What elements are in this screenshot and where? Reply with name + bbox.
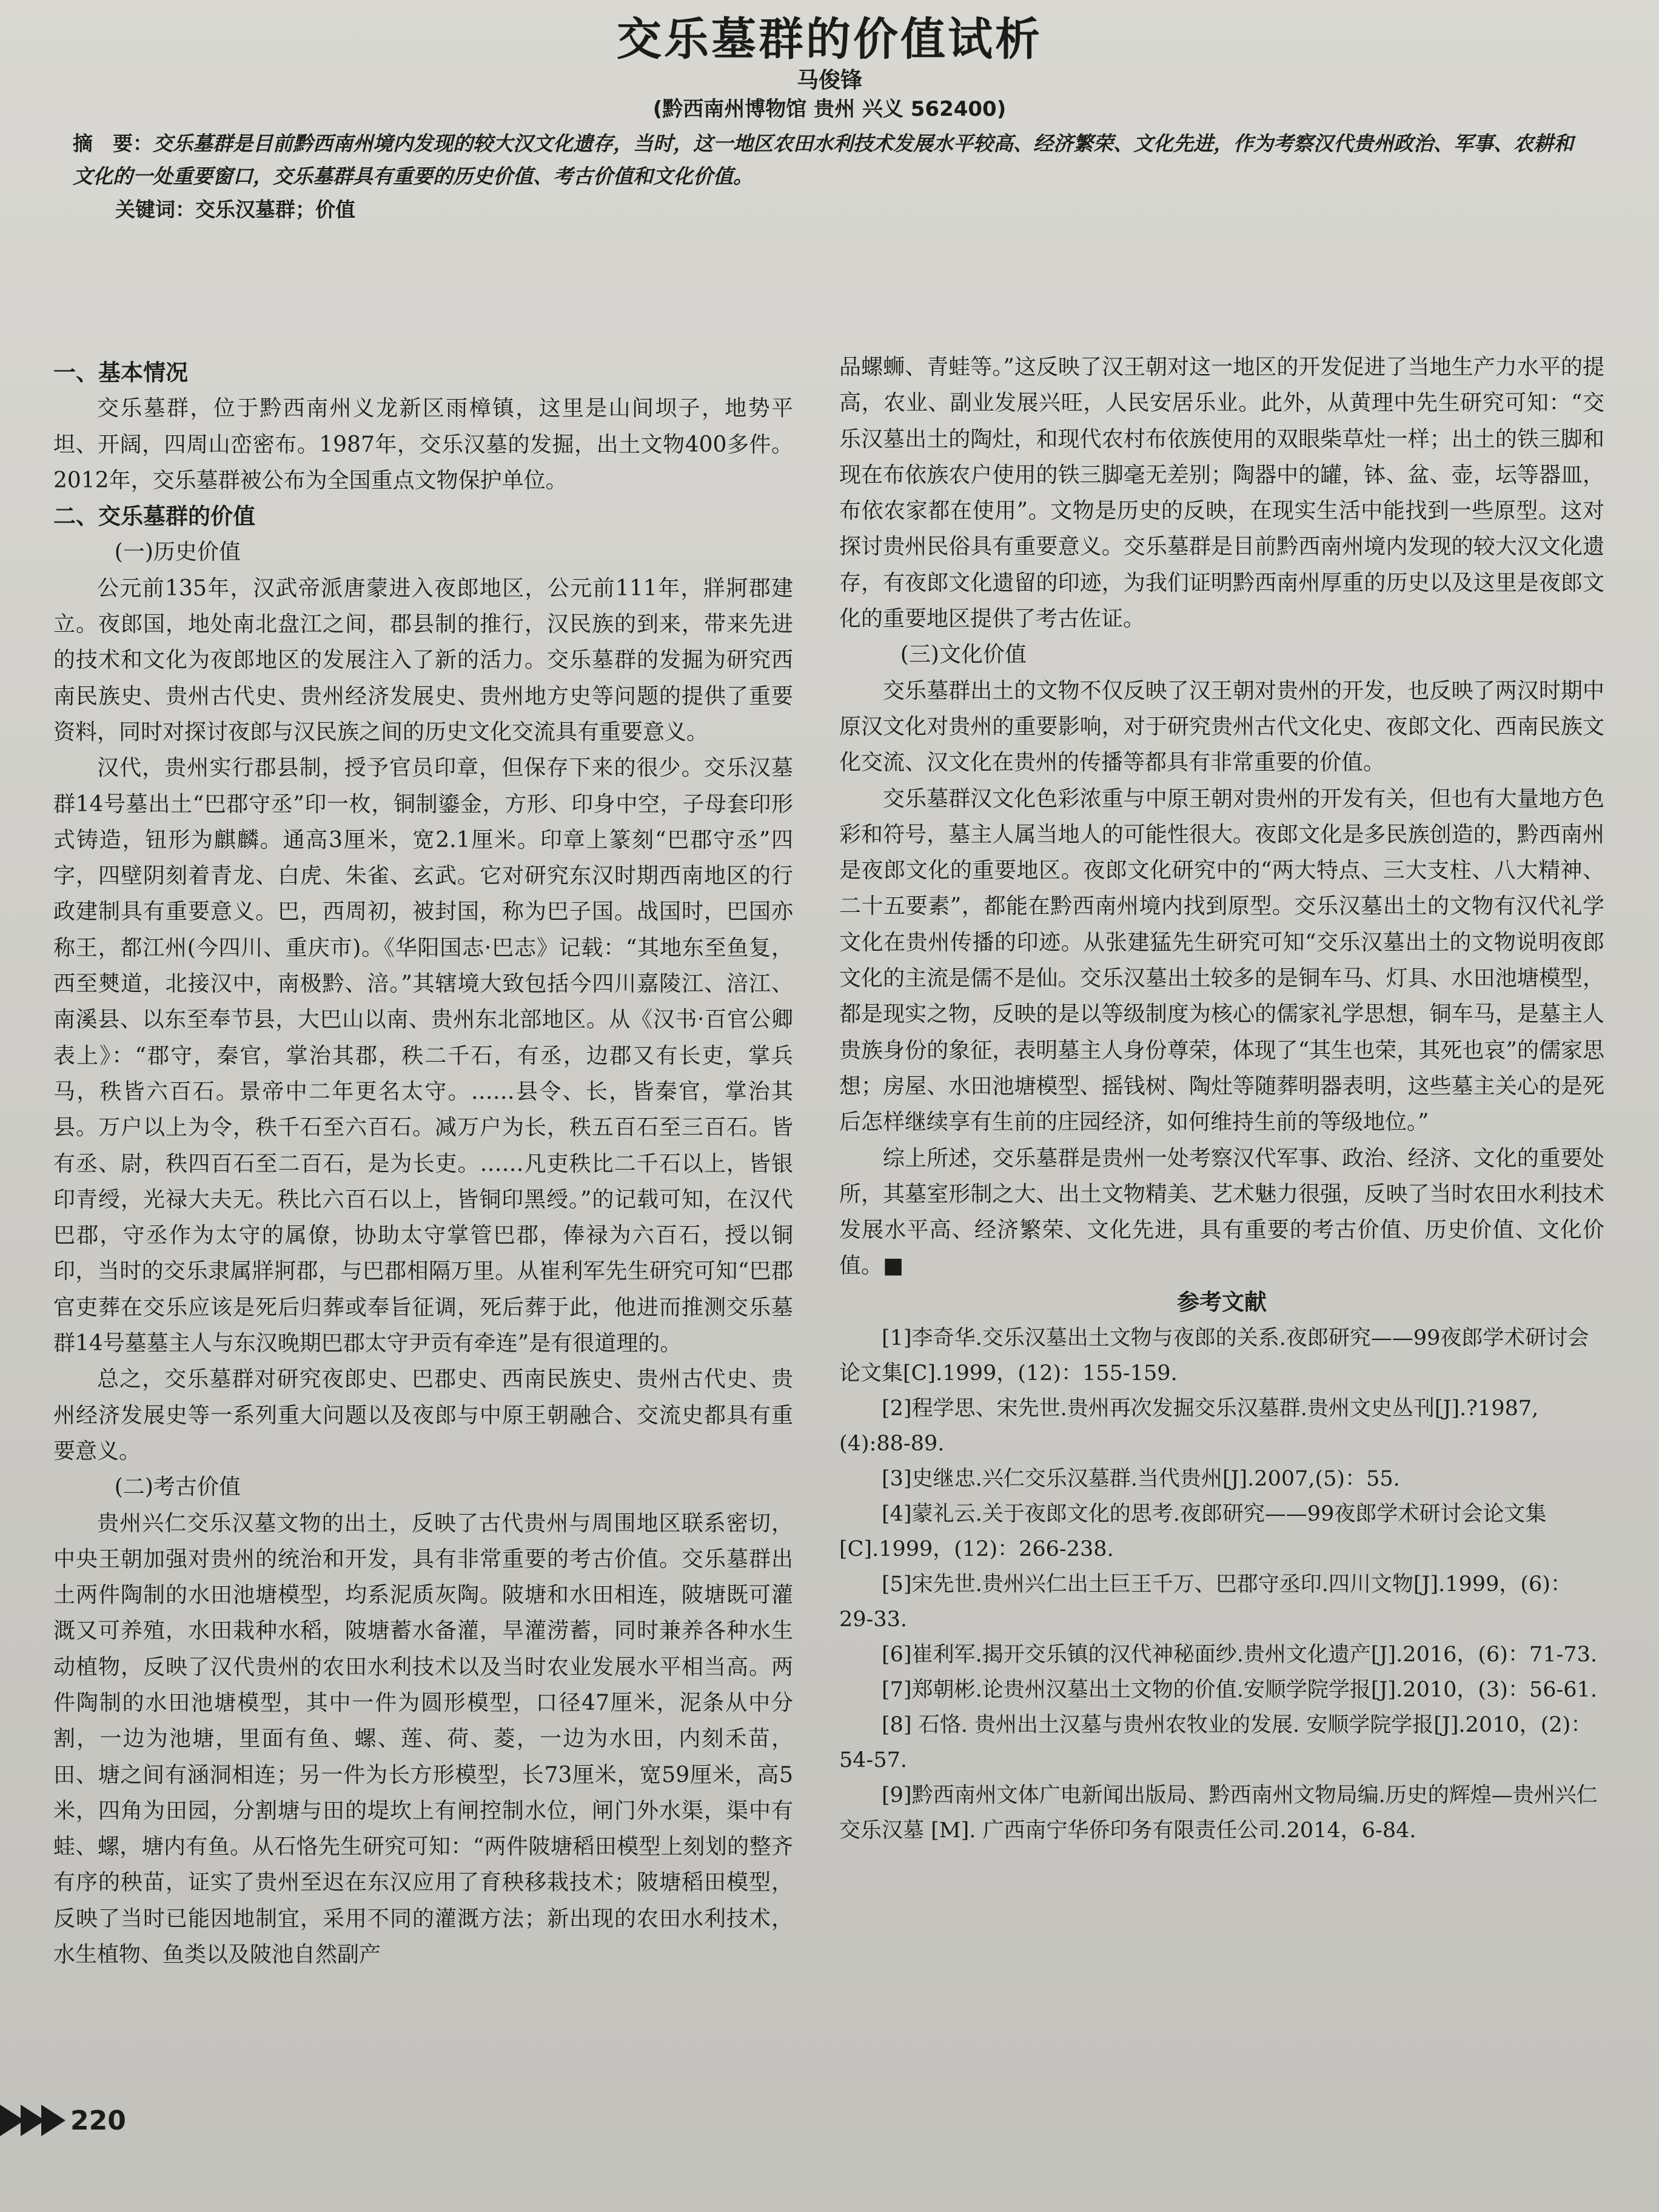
reference-item: [9]黔西南州文体广电新闻出版局、黔西南州文物局编.历史的辉煌—贵州兴仁交乐汉墓 [M]. 广西南宁华侨印务有限责任公司.2014，6-84. bbox=[839, 1783, 1598, 1843]
keywords bbox=[115, 194, 355, 223]
author-affiliation: (黔西南州博物馆 贵州 兴义 562400) bbox=[652, 97, 1007, 121]
author-name: 马俊锋 bbox=[796, 68, 862, 93]
paragraph: 交乐墓群汉文化色彩浓重与中原王朝对贵州的开发有关，但也有大量地方色彩和符号，墓主人属当地人的可能性很大。夜郎文化是多民族创造的，黔西南州是夜郎文化的重要地区。夜郎文化研究中的“两大特点、三大支柱、八大精神、二十五要素”，都能在黔西南州境内找到原型。交乐汉墓出土的文物有汉代礼学文化在贵州传播的印迹。从张建猛先生研究可知“交乐汉墓出土的文物说明夜郎文化的主流是儒不是仙。交乐汉墓出土较多的是铜车马、灯具、水田池塘模型，都是现实之物，反映的是以等级制度为核心的儒家礼学思想，铜车马，是墓主人贵族身份的象征，表明墓主人身份尊荣，体现了“其生也荣，其死也哀”的儒家思想；房屋、水田池塘模型、摇钱树、陶灶等随葬明器表明，这些墓主关心的是死后怎样继续享有生前的庄园经济，如何维持生前的等级地位。” bbox=[839, 786, 1604, 1135]
paragraph: 交乐墓群，位于黔西南州义龙新区雨樟镇，这里是山间坝子，地势平坦、开阔，四周山峦密布。1987年，交乐汉墓的发掘，出土文物400多件。2012年，交乐墓群被公布为全国重点文物保护单位。 bbox=[53, 396, 793, 493]
abstract-label: 摘 要： bbox=[73, 132, 153, 155]
reference-item: [1]李奇华.交乐汉墓出土文物与夜郎的关系.夜郎研究——99夜郎学术研讨会论文集[C].1999，(12)：155-159. bbox=[839, 1326, 1589, 1386]
paragraph: 汉代，贵州实行郡县制，授予官员印章，但保存下来的很少。交乐汉墓群14号墓出土“巴郡守丞”印一枚，铜制鎏金，方形、印身中空，子母套印形式铸造，钮形为麒麟。通高3厘米，宽2.1厘米。印章上篆刻“巴郡守丞”四字，四壁阴刻着青龙、白虎、朱雀、玄武。它对研究东汉时期西南地区的行政建制具有重要意义。巴，西周初，被封国，称为巴子国。战国时，巴国亦称王，都江州(今四川、重庆市)。《华阳国志·巴志》记载：“其地东至鱼复，西至僰道，北接汉中，南极黔、涪。”其辖境大致包括今四川嘉陵江、涪江、南溪县、以东至奉节县，大巴山以南、贵州东北部地区。从《汉书·百官公卿表上》：“郡守，秦官，掌治其郡，秩二千石，有丞，边郡又有长吏，掌兵马，秩皆六百石。景帝中二年更名太守。……县令、长，皆秦官，掌治其县。万户以上为令，秩千石至六百石。减万户为长，秩五百石至三百石。皆有丞、尉，秩四百石至二百石，是为长吏。……凡吏秩比二千石以上，皆银印青绶，光禄大夫无。秩比六百石以上，皆铜印黑绶。”的记载可知，在汉代巴郡，守丞作为太守的属僚，协助太守掌管巴郡，俸禄为六百石，授以铜印，当时的交乐隶属牂牁郡，与巴郡相隔万里。从崔利军先生研究可知“巴郡官吏葬在交乐应该是死后归葬或奉旨征调，死后葬于此，他进而推测交乐墓群14号墓墓主人与东汉晚期巴郡太守尹贡有牵连”是有很道理的。 bbox=[53, 756, 793, 1356]
paragraph: 交乐墓群出土的文物不仅反映了汉王朝对贵州的开发，也反映了两汉时期中原汉文化对贵州的重要影响，对于研究贵州古代文化史、夜郎文化、西南民族文化交流、汉文化在贵州的传播等都具有非常重要的价值。 bbox=[839, 678, 1604, 776]
abstract bbox=[73, 127, 1589, 193]
reference-item: [3]史继忠.兴仁交乐汉墓群.当代贵州[J].2007,(5)：55. bbox=[882, 1466, 1400, 1491]
keywords-text: 交乐汉墓群；价值 bbox=[195, 198, 355, 221]
abstract-text: 交乐墓群是目前黔西南州境内发现的较大汉文化遗存，当时，这一地区农田水利技术发展水平较高、经济繁荣、文化先进，作为考察汉代贵州政治、军事、农耕和文化的一处重要窗口，交乐墓群具有重要的历史价值、考古价值和文化价值。 bbox=[73, 132, 1574, 188]
paragraph-continued: 品螺蛳、青蛙等。”这反映了汉王朝对这一地区的开发促进了当地生产力水平的提高，农业、副业发展兴旺，人民安居乐业。此外，从黄理中先生研究可知：“交乐汉墓出土的陶灶，和现代农村布依族使用的双眼柴草灶一样；出土的铁三脚和现在布依族农户使用的铁三脚毫无差别；陶器中的罐，钵、盆、壶，坛等器皿，布依农家都在使用”。文物是历史的反映，在现实生活中能找到一些原型。这对探讨贵州民俗具有重要意义。交乐墓群是目前黔西南州境内发现的较大汉文化遗存，有夜郎文化遗留的印迹，为我们证明黔西南州厚重的历史以及这里是夜郎文化的重要地区提供了考古佐证。 bbox=[839, 355, 1604, 632]
section-heading-value: 二、交乐墓群的价值 bbox=[53, 503, 255, 530]
right-column bbox=[839, 349, 1604, 1848]
reference-item: [7]郑朝彬.论贵州汉墓出土文物的价值.安顺学院学报[J].2010，(3)：56-61. bbox=[882, 1677, 1597, 1702]
subsection-heading-archaeology: (二)考古价值 bbox=[114, 1475, 241, 1500]
references-heading: 参考文献 bbox=[1177, 1289, 1267, 1315]
reference-item: [2]程学思、宋先世.贵州再次发掘交乐汉墓群.贵州文史丛刊[J].?1987,(4):88-89. bbox=[839, 1396, 1539, 1456]
keywords-label: 关键词： bbox=[115, 198, 195, 221]
page-footer bbox=[0, 2099, 182, 2142]
reference-item: [6]崔利军.揭开交乐镇的汉代神秘面纱.贵州文化遗产[J].2016，(6)：71-73. bbox=[882, 1642, 1597, 1667]
page-number: 220 bbox=[70, 2105, 126, 2136]
paragraph: 公元前135年，汉武帝派唐蒙进入夜郎地区，公元前111年，牂牁郡建立。夜郎国，地处南北盘江之间，郡县制的推行，汉民族的到来，带来先进的技术和文化为夜郎地区的发展注入了新的活力。交乐墓群的发掘为研究西南民族史、贵州古代史、贵州经济发展史、贵州地方史等问题的提供了重要资料，同时对探讨夜郎与汉民族之间的历史文化交流具有重要意义。 bbox=[53, 575, 793, 745]
reference-item: [4]蒙礼云.关于夜郎文化的思考.夜郎研究——99夜郎学术研讨会论文集[C].1999，(12)：266-238. bbox=[839, 1501, 1547, 1561]
paragraph: 综上所述，交乐墓群是贵州一处考察汉代军事、政治、经济、文化的重要处所，其墓室形制之大、出土文物精美、艺术魅力很强，反映了当时农田水利技术发展水平高、经济繁荣、文化先进，具有重要的考古价值、历史价值、文化价值。■ bbox=[839, 1145, 1604, 1279]
paragraph: 总之，交乐墓群对研究夜郎史、巴郡史、西南民族史、贵州古代史、贵州经济发展史等一系列重大问题以及夜郎与中原王朝融合、交流史都具有重要意义。 bbox=[53, 1367, 793, 1464]
left-column bbox=[53, 355, 793, 1972]
subsection-heading-culture: (三)文化价值 bbox=[900, 642, 1027, 668]
section-heading-basic: 一、基本情况 bbox=[53, 360, 188, 386]
subsection-heading-history: (一)历史价值 bbox=[114, 540, 241, 565]
reference-item: [5]宋先世.贵州兴仁出土巨王千万、巴郡守丞印.四川文物[J].1999，(6)：29-33. bbox=[839, 1572, 1572, 1632]
article-title: 交乐墓群的价值试析 bbox=[617, 13, 1042, 65]
paragraph: 贵州兴仁交乐汉墓文物的出土，反映了古代贵州与周围地区联系密切，中央王朝加强对贵州的统治和开发，具有非常重要的考古价值。交乐墓群出土两件陶制的水田池塘模型，均系泥质灰陶。陂塘和水田相连，陂塘既可灌溉又可养殖，水田栽种水稻，陂塘蓄水备灌，旱灌涝蓄，同时兼养各种水生动植物，反映了汉代贵州的农田水利技术以及当时农业发展水平相当高。两件陶制的水田池塘模型，其中一件为圆形模型，口径47厘米，泥条从中分割，一边为池塘，里面有鱼、螺、莲、荷、菱，一边为水田，内刻禾苗，田、塘之间有涵洞相连；另一件为长方形模型，长73厘米，宽59厘米，高5米，四角为田园，分割塘与田的堤坎上有闸控制水位，闸门外水渠，渠中有蛙、螺，塘内有鱼。从石恪先生研究可知：“两件陂塘稻田模型上刻划的整齐有序的秧苗，证实了贵州至迟在东汉应用了育秧移栽技术；陂塘稻田模型，反映了当时已能因地制宜，采用不同的灌溉方法；新出现的农田水利技术，水生植物、鱼类以及陂池自然副产 bbox=[53, 1510, 793, 1968]
triple-arrow-icon bbox=[0, 2105, 62, 2136]
reference-item: [8] 石恪. 贵州出土汉墓与贵州农牧业的发展. 安顺学院学报[J].2010，(2)：54-57. bbox=[839, 1712, 1592, 1772]
